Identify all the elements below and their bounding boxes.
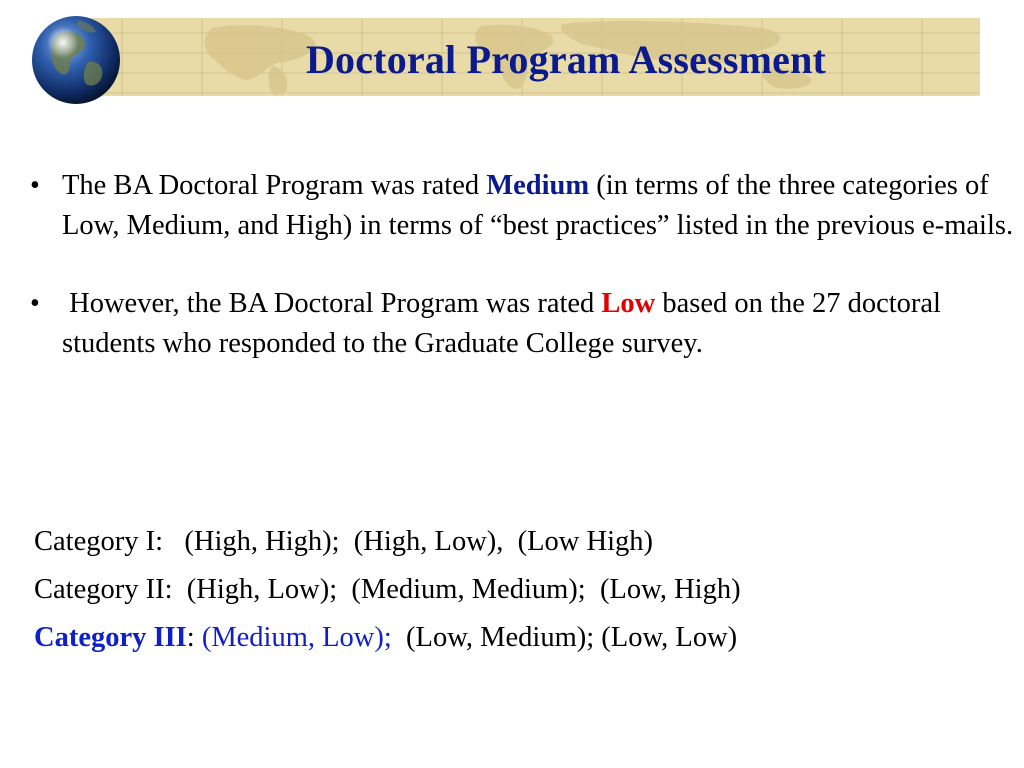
category-list <box>34 518 1014 662</box>
category-label: Category II: <box>34 574 173 605</box>
bullet-symbol: • <box>30 170 40 201</box>
globe-icon <box>28 12 124 108</box>
category-label: Category I: <box>34 526 164 557</box>
bullet-symbol: • <box>30 288 40 319</box>
category-label-highlight: Category III <box>34 622 187 653</box>
category-values: (High, Low); (Medium, Medium); (Low, High) <box>172 574 741 605</box>
bullet-list <box>28 166 1018 364</box>
bullet-text-before: However, the BA Doctoral Program was rated <box>62 288 602 319</box>
category-values: (High, High); (High, Low), (Low High) <box>163 526 653 557</box>
category-values: (Low, Medium); (Low, Low) <box>391 622 738 653</box>
bullet-text-after: based on the 27 doctoral students who responded to the Graduate College survey. <box>62 288 941 359</box>
bullet-text-after: (in terms of the three categories of Low, Medium, and High) in terms of “best practices” listed in the previous e-mails. <box>62 170 1014 241</box>
bullet-item-medium-rating <box>28 166 1018 246</box>
category-values-highlight: (Medium, Low); <box>194 622 392 653</box>
title-banner <box>62 18 980 96</box>
rating-medium: Medium <box>486 170 590 201</box>
rating-low: Low <box>601 288 656 319</box>
bullet-item-low-rating <box>28 284 1018 364</box>
bullet-text-before: The BA Doctoral Program was rated <box>62 170 487 201</box>
category-colon: : <box>186 622 195 653</box>
slide-title: Doctoral Program Assessment <box>305 37 827 82</box>
category-line-3 <box>34 614 1014 662</box>
category-line-2 <box>34 566 1014 614</box>
category-line-1 <box>34 518 1014 566</box>
